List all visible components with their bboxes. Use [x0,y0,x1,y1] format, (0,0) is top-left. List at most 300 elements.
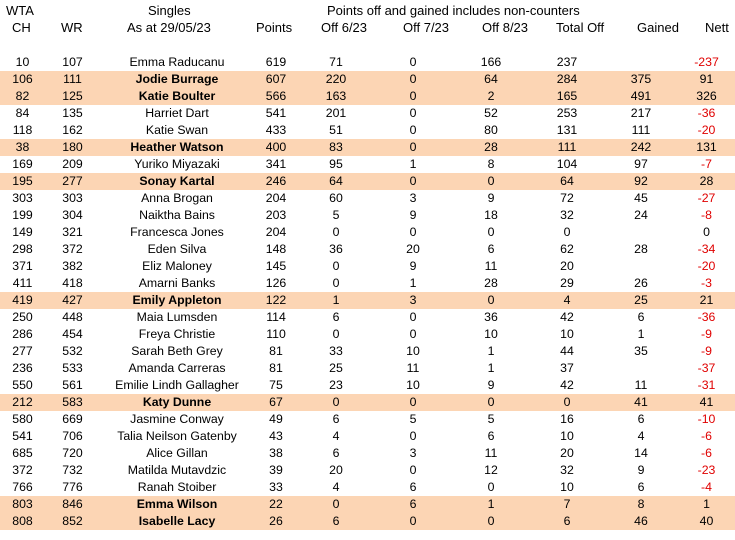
player-points: 148 [265,242,287,256]
player-name: Emilie Lindh Gallagher [115,378,239,392]
points-total-off: 62 [560,242,574,256]
table-row [0,292,735,309]
player-ch-rank: 199 [12,208,33,222]
points-off-7-23: 11 [406,361,420,375]
player-points: 67 [254,394,298,411]
points-off-8-23: 11 [484,446,498,460]
player-ch-rank: 371 [12,259,33,273]
player-wr-rank: 125 [45,88,100,105]
points-off-6-23: 51 [329,123,343,137]
points-nett: -4 [701,480,712,494]
points-gained: 4 [637,429,645,443]
player-points: 400 [254,139,298,156]
points-off-8-23: 5 [487,412,495,426]
points-nett: -6 [701,446,712,460]
points-total-off: 253 [556,106,578,120]
points-nett: -37 [697,361,716,375]
points-gained: 46 [604,513,678,530]
player-name: Emily Appleton [100,292,254,309]
points-off-8-23: 28 [452,139,530,156]
points-gained: 97 [634,157,648,171]
player-points: 75 [269,378,283,392]
points-off-6-23: 25 [329,361,343,375]
player-ch-rank: 236 [12,361,33,375]
player-name: Francesca Jones [130,225,224,239]
player-wr-rank: 720 [62,446,83,460]
player-name: Sarah Beth Grey [131,344,223,358]
points-off-8-23: 28 [484,276,498,290]
player-name: Eliz Maloney [142,259,212,273]
points-off-7-23: 0 [409,327,417,341]
points-nett: 28 [678,173,735,190]
points-nett: 21 [678,292,735,309]
player-name: Naiktha Bains [139,208,215,222]
points-nett: -20 [697,259,716,273]
points-gained: 1 [637,327,645,341]
player-points: 114 [266,310,286,324]
player-ch-rank: 10 [15,55,30,69]
points-gained: 26 [634,276,648,290]
points-off-6-23: 64 [298,173,374,190]
points-total-off: 16 [560,412,574,426]
points-nett: -7 [701,157,712,171]
player-ch-rank: 250 [12,310,33,324]
player-points: 126 [265,276,287,290]
table-row [0,326,735,343]
player-points: 43 [269,429,283,443]
points-total-off: 37 [560,361,574,375]
player-wr-rank: 209 [62,157,83,171]
player-wr-rank: 454 [62,327,83,341]
points-off-8-23: 0 [452,394,530,411]
points-off-6-23: 6 [332,446,340,460]
points-nett: -10 [697,412,716,426]
player-ch-rank: 195 [0,173,45,190]
points-off-7-23: 0 [409,310,417,324]
table-row [0,139,735,156]
header-nett: Nett [705,20,729,35]
player-wr-rank: 852 [45,513,100,530]
player-wr-rank: 303 [62,191,83,205]
table-row [0,71,735,88]
player-name: Alice Gillan [146,446,208,460]
points-gained: 45 [634,191,648,205]
player-ch-rank: 82 [0,88,45,105]
player-wr-rank: 776 [62,480,83,494]
player-ch-rank: 580 [12,412,33,426]
player-name: Jodie Burrage [100,71,254,88]
table-row [0,105,735,122]
header-ch: CH [12,20,31,35]
points-gained: 92 [604,173,678,190]
points-total-off: 0 [530,394,604,411]
player-ch-rank: 766 [12,480,33,494]
player-name: Yuriko Miyazaki [134,157,220,171]
player-ch-rank: 550 [12,378,33,392]
points-off-6-23: 163 [298,88,374,105]
points-off-7-23: 0 [409,463,417,477]
points-gained: 8 [604,496,678,513]
points-gained: 25 [604,292,678,309]
header-points: Points [256,20,293,35]
points-total-off: 0 [563,225,571,239]
player-name: Heather Watson [100,139,254,156]
points-off-6-23: 60 [329,191,343,205]
player-ch-rank: 38 [0,139,45,156]
points-off-6-23: 201 [325,106,347,120]
points-nett: 131 [678,139,735,156]
player-points: 81 [269,344,283,358]
table-row [0,394,735,411]
player-wr-rank: 321 [62,225,83,239]
header-note: Points off and gained includes non-counters [327,3,580,18]
points-gained [604,258,678,275]
points-nett: -27 [697,191,716,205]
points-gained: 35 [634,344,648,358]
table-row [0,190,735,207]
points-off-6-23: 1 [298,292,374,309]
points-total-off: 72 [560,191,574,205]
player-ch-rank: 169 [12,157,33,171]
points-nett: -20 [697,123,716,137]
points-total-off: 284 [530,71,604,88]
player-ch-rank: 411 [12,276,33,290]
table-row [0,360,735,377]
player-name: Jasmine Conway [130,412,224,426]
player-name: Katy Dunne [100,394,254,411]
points-off-7-23: 0 [374,71,452,88]
points-nett: -31 [697,378,716,392]
points-off-6-23: 95 [329,157,343,171]
player-name: Harriet Dart [145,106,209,120]
points-off-7-23: 0 [374,513,452,530]
player-wr-rank: 583 [45,394,100,411]
player-ch-rank: 685 [12,446,33,460]
player-wr-rank: 180 [45,139,100,156]
player-ch-rank: 541 [12,429,33,443]
points-gained: 491 [604,88,678,105]
points-off-7-23: 0 [409,106,417,120]
table-row [0,224,735,241]
table-row [0,156,735,173]
points-total-off: 165 [530,88,604,105]
points-off-8-23: 9 [487,378,495,392]
points-gained: 375 [604,71,678,88]
points-off-8-23: 12 [484,463,498,477]
points-off-8-23: 8 [487,157,495,171]
player-name: Anna Brogan [141,191,213,205]
points-off-8-23: 64 [452,71,530,88]
points-total-off: 32 [560,208,574,222]
header-off-8-23: Off 8/23 [482,20,529,35]
points-nett: -36 [697,106,716,120]
player-points: 541 [265,106,287,120]
points-off-7-23: 3 [409,446,417,460]
points-nett: 1 [678,496,735,513]
table-row [0,343,735,360]
points-off-6-23: 0 [298,394,374,411]
points-off-7-23: 0 [374,88,452,105]
points-nett: -8 [701,208,712,222]
points-off-6-23: 83 [298,139,374,156]
player-points: 26 [254,513,298,530]
header-wta: WTA [6,3,34,18]
points-off-8-23: 1 [487,361,495,375]
points-nett: -9 [701,344,712,358]
player-name: Freya Christie [138,327,216,341]
table-row [0,122,735,139]
table-row [0,88,735,105]
player-ch-rank: 298 [12,242,33,256]
points-gained: 6 [637,310,645,324]
points-off-7-23: 5 [409,412,417,426]
points-off-7-23: 6 [409,480,417,494]
points-nett: -6 [701,429,712,443]
points-total-off: 237 [556,55,578,69]
points-total-off: 111 [530,139,604,156]
points-total-off: 20 [560,446,574,460]
points-off-8-23: 1 [487,344,495,358]
points-gained: 6 [637,412,645,426]
player-ch-rank: 419 [0,292,45,309]
points-off-6-23: 4 [332,429,340,443]
player-points: 619 [265,55,287,69]
points-off-8-23: 0 [487,480,495,494]
player-points: 122 [254,292,298,309]
player-wr-rank: 669 [62,412,83,426]
player-points: 33 [269,480,283,494]
player-name: Amanda Carreras [128,361,226,375]
points-total-off: 10 [560,480,574,494]
player-ch-rank: 212 [0,394,45,411]
points-gained: 41 [604,394,678,411]
points-total-off: 7 [530,496,604,513]
player-ch-rank: 149 [12,225,33,239]
points-off-7-23: 3 [374,292,452,309]
table-row [0,445,735,462]
player-wr-rank: 111 [45,71,100,88]
points-total-off: 6 [530,513,604,530]
points-nett: 91 [678,71,735,88]
points-off-7-23: 9 [409,208,417,222]
points-off-6-23: 36 [329,242,343,256]
player-ch-rank: 808 [0,513,45,530]
points-off-7-23: 0 [374,139,452,156]
points-nett: -237 [694,55,719,69]
points-nett: -9 [701,327,712,341]
player-ch-rank: 286 [12,327,33,341]
points-off-8-23: 6 [487,429,495,443]
header-gained: Gained [637,20,679,35]
header-total-off: Total Off [556,20,605,35]
player-wr-rank: 135 [62,106,83,120]
player-points: 566 [254,88,298,105]
points-gained: 242 [604,139,678,156]
player-points: 433 [265,123,287,137]
player-wr-rank: 532 [62,344,83,358]
points-total-off: 42 [560,378,574,392]
points-total-off: 64 [530,173,604,190]
table-row [0,428,735,445]
points-off-8-23: 10 [484,327,498,341]
points-off-7-23: 6 [374,496,452,513]
player-wr-rank: 732 [62,463,83,477]
player-ch-rank: 277 [12,344,33,358]
points-off-6-23: 0 [332,276,340,290]
points-total-off: 131 [556,123,578,137]
points-off-8-23: 80 [484,123,498,137]
player-ch-rank: 84 [15,106,30,120]
points-off-8-23: 1 [452,496,530,513]
points-gained [604,54,678,71]
player-points: 341 [265,157,287,171]
points-total-off: 10 [560,327,574,341]
player-name: Amarni Banks [138,276,216,290]
points-off-8-23: 0 [452,513,530,530]
table-row [0,241,735,258]
header-wr: WR [61,20,83,35]
points-off-6-23: 6 [332,310,340,324]
table-row [0,377,735,394]
points-off-6-23: 0 [332,225,340,239]
player-name: Eden Silva [147,242,207,256]
table-row [0,173,735,190]
player-ch-rank: 106 [0,71,45,88]
player-ch-rank: 118 [12,123,33,137]
player-wr-rank: 162 [62,123,83,137]
table-row [0,275,735,292]
header-off-7-23: Off 7/23 [403,20,450,35]
points-total-off: 104 [556,157,578,171]
points-off-8-23: 18 [484,208,498,222]
points-off-6-23: 0 [298,496,374,513]
points-gained [604,224,678,241]
points-off-7-23: 9 [409,259,417,273]
points-off-8-23: 11 [484,259,498,273]
player-wr-rank: 846 [45,496,100,513]
points-total-off: 10 [560,429,574,443]
player-wr-rank: 427 [45,292,100,309]
table-row [0,258,735,275]
player-points: 246 [254,173,298,190]
points-nett: -36 [697,310,716,324]
table-row [0,462,735,479]
points-total-off: 44 [560,344,574,358]
points-off-7-23: 3 [409,191,417,205]
points-off-6-23: 23 [329,378,343,392]
player-ch-rank: 803 [0,496,45,513]
table-row [0,411,735,428]
points-off-8-23: 166 [480,55,502,69]
points-nett: -34 [697,242,716,256]
points-nett: -23 [697,463,716,477]
player-name: Isabelle Lacy [100,513,254,530]
points-off-8-23: 36 [484,310,498,324]
player-points: 204 [265,191,287,205]
points-off-7-23: 0 [374,173,452,190]
header-singles: Singles [148,3,191,18]
player-points: 39 [269,463,283,477]
points-off-8-23: 52 [484,106,498,120]
player-name: Talia Neilson Gatenby [117,429,237,443]
points-gained: 24 [634,208,648,222]
player-points: 22 [254,496,298,513]
player-wr-rank: 107 [62,55,83,69]
points-off-8-23: 0 [452,173,530,190]
points-gained: 6 [637,480,645,494]
table-row [0,496,735,513]
points-off-8-23: 2 [452,88,530,105]
table-row [0,207,735,224]
points-off-6-23: 33 [329,344,343,358]
player-points: 203 [265,208,287,222]
points-off-6-23: 20 [329,463,343,477]
points-off-7-23: 0 [409,429,417,443]
points-off-7-23: 20 [406,242,420,256]
points-off-6-23: 0 [332,327,340,341]
player-points: 81 [269,361,283,375]
points-gained: 11 [634,378,648,392]
points-off-7-23: 1 [409,157,417,171]
points-off-7-23: 0 [409,225,417,239]
player-wr-rank: 372 [62,242,83,256]
player-points: 607 [254,71,298,88]
points-gained: 9 [637,463,645,477]
player-points: 204 [265,225,287,239]
player-ch-rank: 372 [12,463,33,477]
points-gained: 14 [634,446,648,460]
points-gained: 217 [630,106,652,120]
player-points: 110 [266,327,286,341]
table-row [0,513,735,530]
player-points: 38 [269,446,283,460]
header-as-at: As at 29/05/23 [127,20,211,35]
points-total-off: 32 [560,463,574,477]
points-nett: 326 [678,88,735,105]
player-wr-rank: 448 [62,310,83,324]
player-wr-rank: 561 [62,378,83,392]
table-row [0,309,735,326]
points-nett: 41 [678,394,735,411]
points-off-6-23: 6 [298,513,374,530]
player-wr-rank: 418 [62,276,83,290]
points-off-8-23: 0 [452,292,530,309]
table-row [0,54,735,71]
player-name: Emma Wilson [100,496,254,513]
player-points: 145 [265,259,287,273]
points-total-off: 29 [560,276,574,290]
points-total-off: 42 [560,310,574,324]
player-wr-rank: 304 [62,208,83,222]
points-off-7-23: 0 [409,55,417,69]
points-gained: 111 [631,123,651,137]
player-points: 49 [269,412,283,426]
player-name: Emma Raducanu [129,55,225,69]
player-name: Maia Lumsden [136,310,218,324]
points-gained: 28 [634,242,648,256]
points-total-off: 4 [530,292,604,309]
points-off-7-23: 1 [409,276,417,290]
points-off-7-23: 10 [406,378,420,392]
rankings-table [0,54,735,530]
player-wr-rank: 382 [62,259,83,273]
points-off-8-23: 6 [487,242,495,256]
player-ch-rank: 303 [12,191,33,205]
points-nett: -3 [701,276,712,290]
points-off-7-23: 0 [374,394,452,411]
player-name: Katie Swan [145,123,209,137]
points-off-7-23: 0 [409,123,417,137]
